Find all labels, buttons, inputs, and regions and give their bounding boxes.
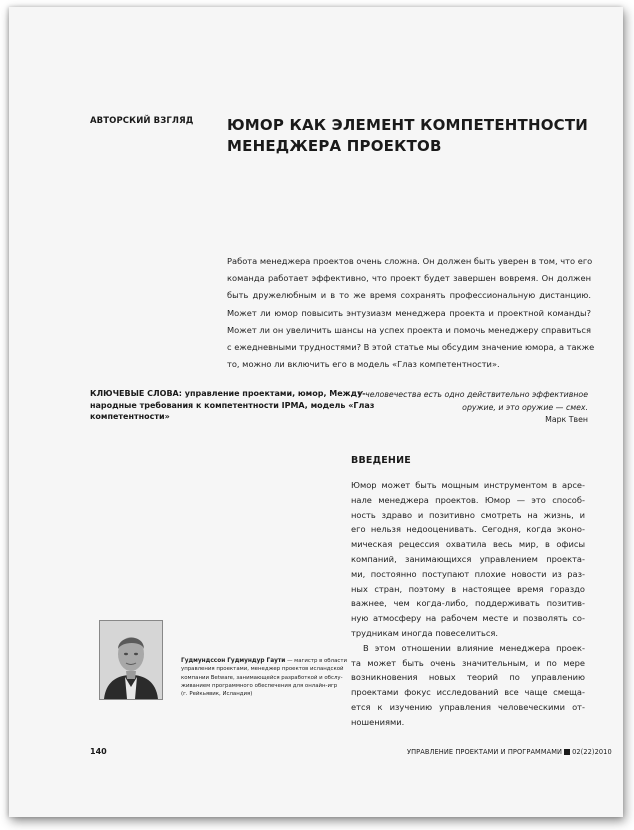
title-line: ЮМОР КАК ЭЛЕМЕНТ КОМПЕТЕНТНОСТИ	[227, 116, 589, 134]
journal-title: УПРАВЛЕНИЕ ПРОЕКТАМИ И ПРОГРАММАМИ	[407, 748, 563, 756]
body-text	[351, 478, 585, 730]
square-bullet-icon	[564, 749, 570, 755]
intro-abstract	[227, 253, 595, 373]
author-bio-line: (г. Рейкьявик, Исландия)	[181, 691, 253, 698]
body-line: его нельзя недооценивать. Сегодня, когда эконо-	[351, 524, 585, 535]
body-line: ется к изучению управления человеческими от-	[351, 701, 585, 712]
title-line: МЕНЕДЖЕРА ПРОЕКТОВ	[227, 137, 442, 155]
author-bio-line: компании Betware, занимающейся разработкой и обслу-	[181, 674, 343, 681]
body-line: В этом отношении влияние менеджера проек-	[363, 642, 585, 653]
body-line: трудникам иногда повеселиться.	[351, 627, 499, 638]
body-line: компаний, занимающихся управлением проекта-	[351, 553, 585, 564]
author-photo	[99, 620, 163, 700]
author-bio-text: — магистр в области	[285, 658, 347, 664]
epigraph-author: Марк Твен	[545, 415, 588, 424]
author-bio-line: живанием программного обеспечения для онлайн-игр	[181, 682, 338, 689]
author-name: Гудмундссон Гудмундур Гаути	[181, 658, 286, 664]
epigraph	[339, 389, 588, 427]
intro-line: Может ли он увеличить шансы на успех проекта и помочь менеджеру справиться	[227, 324, 591, 335]
body-line: мическая рецессия охватила весь мир, в офисы	[351, 539, 585, 550]
body-line: проектами фокус исследований все чаще смеща-	[351, 687, 585, 698]
author-bio-line: управления проектами, менеджер проектов исландской	[181, 666, 344, 673]
intro-line: команда работает эффективно, что проект будет завершен вовремя. Он должен	[227, 273, 591, 284]
section-heading: ВВЕДЕНИЕ	[351, 455, 411, 466]
page-number: 140	[90, 747, 107, 756]
intro-line: с ежедневными трудностями? В этой статье мы обсудим значение юмора, а также	[227, 342, 595, 353]
epigraph-line: У человечества есть одно действительно эффективное	[357, 390, 588, 399]
author-portrait-image	[100, 621, 162, 699]
body-line: та может быть очень значительным, и по мере	[351, 657, 585, 668]
body-line: ми, постоянно поступают плохие новости из раз-	[351, 568, 585, 579]
magazine-page	[9, 7, 623, 817]
body-line: нале менеджера проектов. Юмор — это способ-	[351, 494, 585, 505]
author-bio-first-line	[181, 657, 347, 665]
intro-line: быть дружелюбным и в то же время сохранять профессиональную дистанцию.	[227, 290, 591, 301]
author-bio	[181, 657, 347, 698]
body-line: важнее, чем когда-либо, поддерживать позитив-	[351, 598, 585, 609]
keywords-line: КЛЮЧЕВЫЕ СЛОВА: управление проектами, юмор, Между-	[90, 389, 366, 398]
intro-line: Работа менеджера проектов очень сложна. Он должен быть уверен в том, что его	[227, 256, 593, 266]
keywords-line: компетентности»	[90, 412, 170, 421]
journal-footer	[407, 748, 612, 756]
body-line: ных стран, поэтому в настоящее время гораздо	[351, 583, 585, 594]
keywords-block	[90, 388, 375, 423]
keywords-line: народные требования к компетентности IPMA, модель «Глаз	[90, 400, 375, 410]
journal-issue: 02(22)2010	[572, 748, 612, 756]
body-line: возникновения новых теорий по управлению	[351, 672, 585, 683]
body-line: Юмор может быть мощным инструментом в арсе-	[351, 480, 585, 490]
intro-line: то, можно ли включить его в модель «Глаз компетентности».	[227, 359, 500, 370]
epigraph-line: оружие, и это оружие — смех.	[462, 402, 588, 412]
body-line: ность здраво и позитивно смотреть на жизнь, и	[351, 509, 585, 520]
intro-line: Может ли юмор повысить энтузиазм менеджера проекта и проектной команды?	[227, 307, 591, 318]
body-line: ношениями.	[351, 716, 405, 727]
article-title	[227, 115, 587, 157]
section-label: АВТОРСКИЙ ВЗГЛЯД	[90, 116, 194, 126]
body-line: ную атмосферу на рабочем месте и позволять со-	[351, 613, 585, 624]
